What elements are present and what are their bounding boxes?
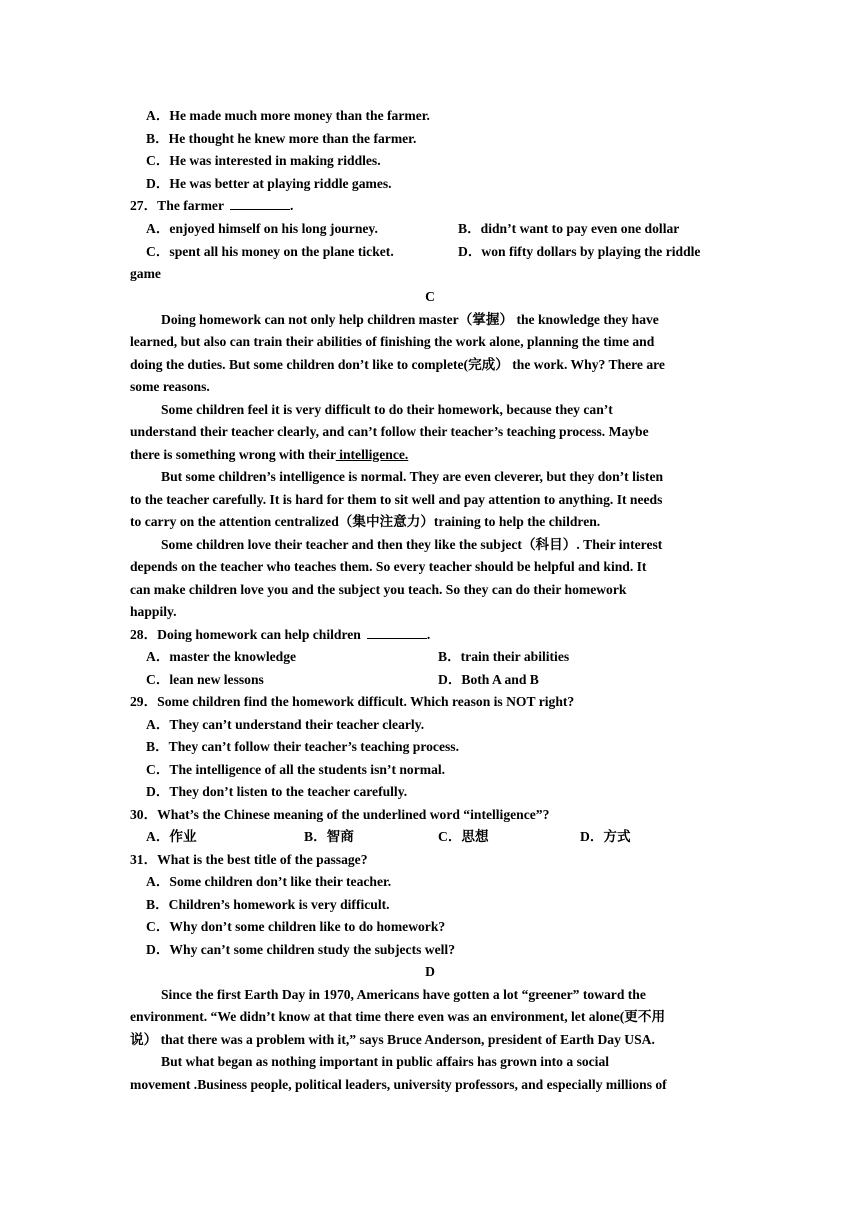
q27-option-c: C．spent all his money on the plane ticket. bbox=[146, 244, 394, 259]
c-p4-line3: can make children love you and the subject you teach. So they can do their homework bbox=[130, 582, 627, 597]
q30-option-c: C．思想 bbox=[438, 829, 489, 844]
answer-blank bbox=[367, 626, 427, 639]
q26-option-c: C．He was interested in making riddles. bbox=[146, 153, 381, 168]
q27-option-d: D．won fifty dollars by playing the riddle bbox=[458, 244, 701, 259]
c-p1-line4: some reasons. bbox=[130, 379, 210, 394]
q26-option-d: D．He was better at playing riddle games. bbox=[146, 176, 392, 191]
c-p2-line2: understand their teacher clearly, and can’t follow their teacher’s teaching process. Maybe bbox=[130, 424, 649, 439]
c-p1-line2: learned, but also can train their abilities of finishing the work alone, planning the time and bbox=[130, 334, 655, 349]
q28-stem bbox=[130, 626, 430, 643]
c-p2-line1: Some children feel it is very difficult to do their homework, because they can’t bbox=[161, 402, 613, 417]
c-p4-line1: Some children love their teacher and then they like the subject（科目）. Their interest bbox=[161, 537, 663, 552]
q29-stem: 29．Some children find the homework difficult. Which reason is NOT right? bbox=[130, 694, 575, 709]
d-p1-line2: environment. “We didn’t know at that time there even was an environment, let alone(更不用 bbox=[130, 1009, 666, 1024]
q30-stem: 30．What’s the Chinese meaning of the underlined word “intelligence”? bbox=[130, 807, 550, 822]
d-p2-line2: movement .Business people, political leaders, university professors, and especially millions of bbox=[130, 1077, 667, 1092]
q27-stem-text: 27．The farmer bbox=[130, 198, 224, 213]
d-p1-line1: Since the first Earth Day in 1970, Americans have gotten a lot “greener” toward the bbox=[161, 987, 646, 1002]
section-c-heading: C bbox=[425, 289, 435, 304]
q28-stem-text: 28．Doing homework can help children bbox=[130, 627, 361, 642]
q29-option-c: C．The intelligence of all the students isn’t normal. bbox=[146, 762, 446, 777]
q28-option-a: A．master the knowledge bbox=[146, 649, 297, 664]
section-d-heading: D bbox=[425, 964, 435, 979]
q27-stem bbox=[130, 197, 293, 214]
c-p3-line1: But some children’s intelligence is normal. They are even cleverer, but they don’t listen bbox=[161, 469, 664, 484]
c-p3-line3: to carry on the attention centralized（集中注意力）training to help the children. bbox=[130, 514, 601, 529]
c-p4-line2: depends on the teacher who teaches them. So every teacher should be helpful and kind. It bbox=[130, 559, 647, 574]
c-p1-line3: doing the duties. But some children don’t like to complete(完成） the work. Why? There are bbox=[130, 357, 665, 372]
q30-option-b: B．智商 bbox=[304, 829, 354, 844]
q30-option-a: A．作业 bbox=[146, 829, 197, 844]
c-p4-line4: happily. bbox=[130, 604, 177, 619]
q31-option-c: C．Why don’t some children like to do homework? bbox=[146, 919, 446, 934]
q28-option-d: D．Both A and B bbox=[438, 672, 539, 687]
q27-option-d-continued: game bbox=[130, 266, 161, 281]
q31-option-d: D．Why can’t some children study the subjects well? bbox=[146, 942, 456, 957]
c-p2-line3 bbox=[130, 446, 408, 463]
q31-option-b: B．Children’s homework is very difficult. bbox=[146, 897, 390, 912]
q28-option-b: B．train their abilities bbox=[438, 649, 570, 664]
q29-option-b: B．They can’t follow their teacher’s teaching process. bbox=[146, 739, 459, 754]
q26-option-a: A．He made much more money than the farmer. bbox=[146, 108, 430, 123]
answer-blank bbox=[230, 197, 290, 210]
q29-option-d: D．They don’t listen to the teacher carefully. bbox=[146, 784, 408, 799]
q29-option-a: A．They can’t understand their teacher clearly. bbox=[146, 717, 425, 732]
q27-option-b: B．didn’t want to pay even one dollar bbox=[458, 221, 680, 236]
c-p1-line1: Doing homework can not only help children master（掌握） the knowledge they have bbox=[161, 312, 659, 327]
q27-stem-end: . bbox=[290, 198, 294, 213]
q31-stem: 31．What is the best title of the passage? bbox=[130, 852, 368, 867]
q30-option-d: D．方式 bbox=[580, 829, 631, 844]
c-p2-line3-text: there is something wrong with their bbox=[130, 447, 336, 462]
q26-option-b: B．He thought he knew more than the farmer. bbox=[146, 131, 417, 146]
q28-option-c: C．lean new lessons bbox=[146, 672, 264, 687]
c-p3-line2: to the teacher carefully. It is hard for them to sit well and pay attention to anything. It needs bbox=[130, 492, 663, 507]
q28-stem-end: . bbox=[426, 627, 431, 642]
q31-option-a: A．Some children don’t like their teacher. bbox=[146, 874, 392, 889]
d-p1-line3: 说） that there was a problem with it,” says Bruce Anderson, president of Earth Day USA. bbox=[130, 1032, 655, 1047]
d-p2-line1: But what began as nothing important in public affairs has grown into a social bbox=[161, 1054, 610, 1069]
q27-option-a: A．enjoyed himself on his long journey. bbox=[146, 221, 378, 236]
underlined-word-intelligence: intelligence. bbox=[335, 447, 409, 462]
